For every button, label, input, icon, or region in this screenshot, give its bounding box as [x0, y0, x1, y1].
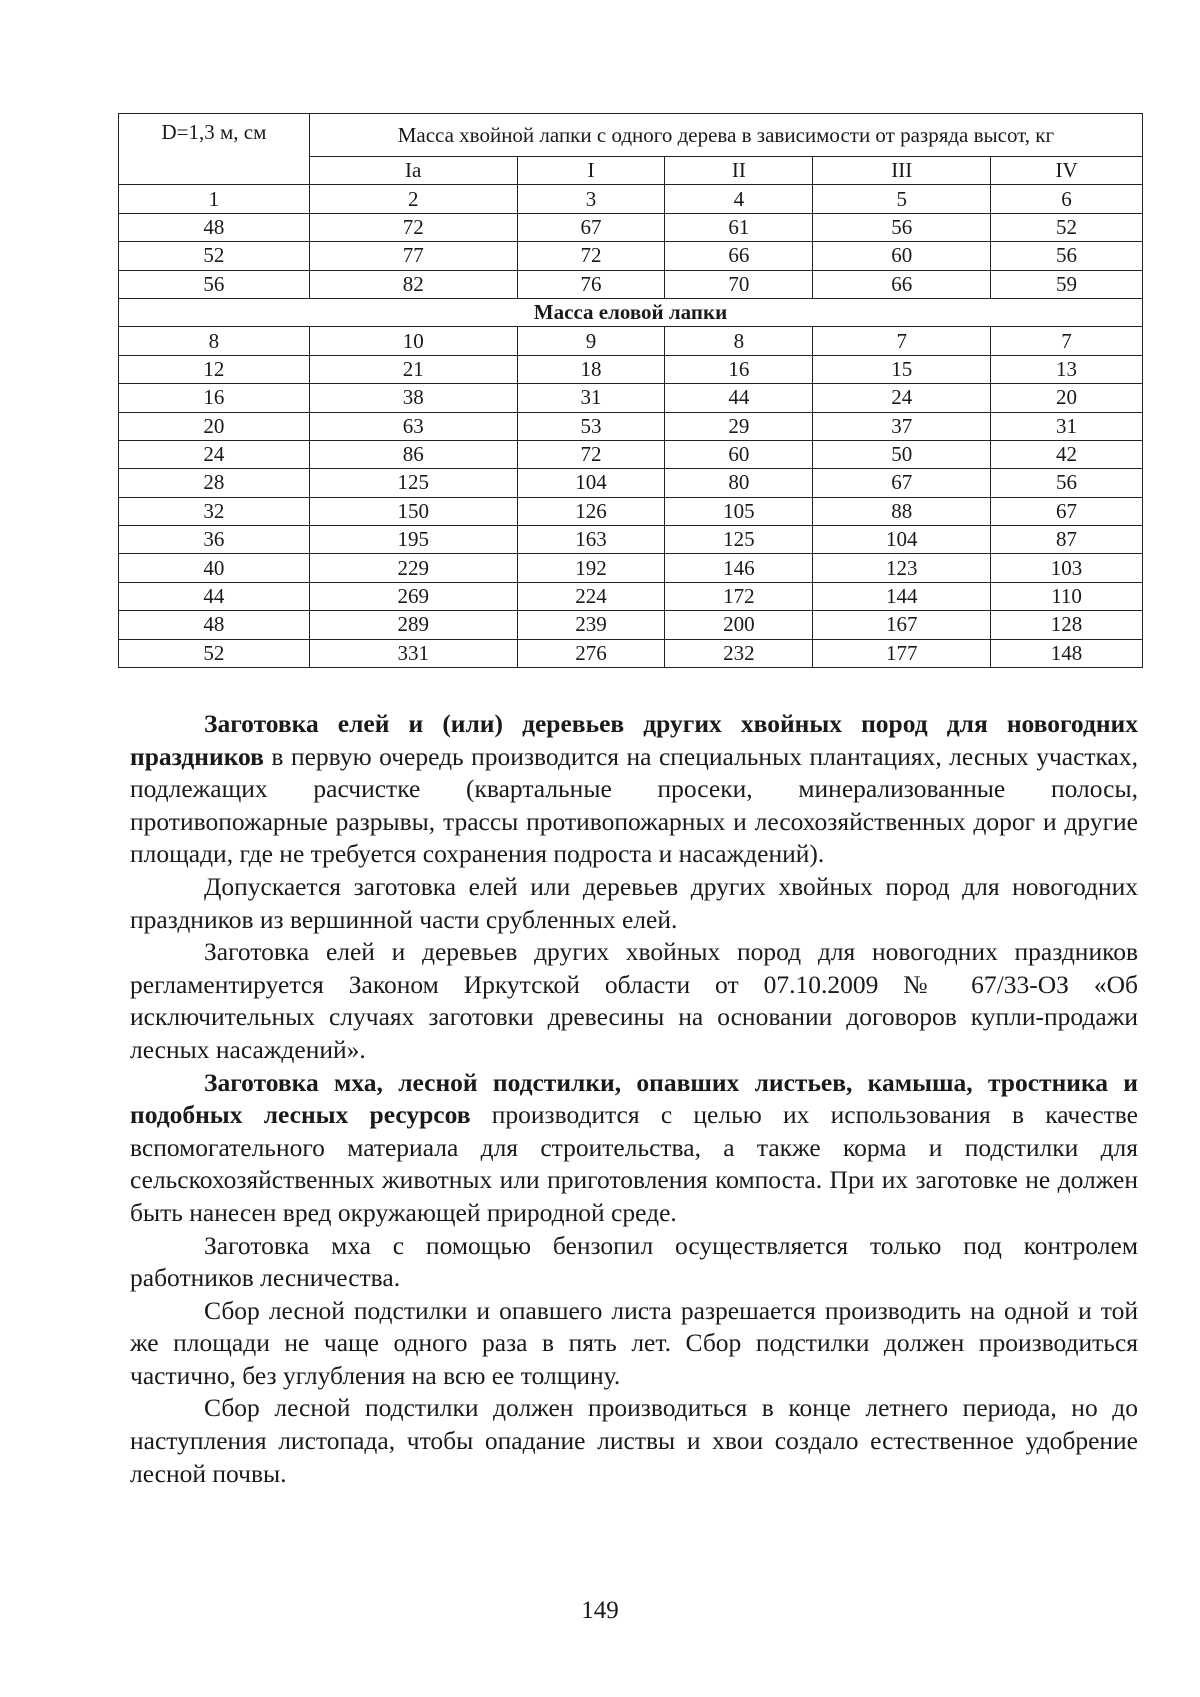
table-row: [119, 242, 1143, 270]
paragraph: [130, 1067, 1138, 1230]
paragraph-text: Сбор лесной подстилки и опавшего листа разрешается производить на одной и той же площади не чаще одного раза в пять лет. Сбор подстилки должен производиться частично, без углубления на всю ее толщину.: [130, 1295, 1138, 1390]
table-cell: 67: [991, 497, 1143, 525]
table-cell: 60: [813, 242, 991, 270]
table-cell: 67: [517, 213, 665, 241]
table-cell: 86: [309, 440, 517, 468]
table-cell: 123: [813, 554, 991, 582]
table-cell: 48: [119, 611, 310, 639]
table-cell: 59: [991, 270, 1143, 298]
height-class-cell: IV: [991, 157, 1143, 185]
paragraph: [130, 936, 1138, 1066]
table-cell: 24: [813, 384, 991, 412]
table-cell: 239: [517, 611, 665, 639]
paragraph-text: Заготовка елей и деревьев других хвойных пород для новогодних праздников регламентируется Законом Иркутской области от 07.10.2009 № 67/33-ОЗ «Об исключительных случаях заготовки древесины на основании договоров купли-продажи лесных насаждений».: [130, 937, 1138, 1064]
paragraph: [130, 1295, 1138, 1393]
table-cell: 172: [665, 582, 813, 610]
table-row: [119, 384, 1143, 412]
paragraph-text: производится с целью их использования в качестве вспомогательного материала для строительства, а также корма и подстилки для сельскохозяйственных животных или приготовления компоста. При их заготовке не должен быть нанесен вред окружающей природной среде.: [130, 1100, 1139, 1227]
table-cell: 125: [665, 526, 813, 554]
column-number-cell: 6: [991, 185, 1143, 213]
table-cell: 66: [665, 242, 813, 270]
table-cell: 56: [119, 270, 310, 298]
table-cell: 70: [665, 270, 813, 298]
table-cell: 88: [813, 497, 991, 525]
table-cell: 60: [665, 440, 813, 468]
table-cell: 110: [991, 582, 1143, 610]
table-row: [119, 611, 1143, 639]
table-cell: 146: [665, 554, 813, 582]
paragraph: [130, 708, 1138, 871]
table-cell: 77: [309, 242, 517, 270]
table-row: [119, 440, 1143, 468]
table-cell: 42: [991, 440, 1143, 468]
table-cell: 20: [119, 412, 310, 440]
paragraph-bold: Заготовка мха, лесной подстилки, опавших листьев, камыша, тростника и подобных лесных ресурсов: [130, 1067, 1138, 1130]
column-number-row: [119, 185, 1143, 213]
table-cell: 29: [665, 412, 813, 440]
section-title: Масса еловой лапки: [119, 298, 1143, 326]
column-number-cell: 1: [119, 185, 310, 213]
table-row: [119, 327, 1143, 355]
table-cell: 148: [991, 639, 1143, 667]
table-cell: 52: [991, 213, 1143, 241]
table-cell: 38: [309, 384, 517, 412]
table-cell: 24: [119, 440, 310, 468]
paragraph: [130, 1392, 1138, 1490]
table-cell: 144: [813, 582, 991, 610]
table-row: [119, 526, 1143, 554]
table-cell: 40: [119, 554, 310, 582]
table-cell: 44: [119, 582, 310, 610]
table-cell: 7: [991, 327, 1143, 355]
table-cell: 80: [665, 469, 813, 497]
table-cell: 82: [309, 270, 517, 298]
table-cell: 167: [813, 611, 991, 639]
table-cell: 104: [813, 526, 991, 554]
table-row: [119, 497, 1143, 525]
table-cell: 16: [119, 384, 310, 412]
table-cell: 56: [991, 469, 1143, 497]
table-cell: 331: [309, 639, 517, 667]
table-cell: 163: [517, 526, 665, 554]
table-cell: 44: [665, 384, 813, 412]
table-cell: 105: [665, 497, 813, 525]
table-cell: 66: [813, 270, 991, 298]
table-cell: 56: [991, 242, 1143, 270]
table-cell: 21: [309, 355, 517, 383]
table-row: [119, 639, 1143, 667]
column-number-cell: 4: [665, 185, 813, 213]
table-row: [119, 355, 1143, 383]
height-class-cell: Ia: [309, 157, 517, 185]
table-row: [119, 270, 1143, 298]
table-cell: 192: [517, 554, 665, 582]
table-cell: 7: [813, 327, 991, 355]
column-number-cell: 5: [813, 185, 991, 213]
table-cell: 16: [665, 355, 813, 383]
table-cell: 269: [309, 582, 517, 610]
column-number-cell: 2: [309, 185, 517, 213]
table-cell: 72: [517, 440, 665, 468]
table-cell: 53: [517, 412, 665, 440]
table-cell: 18: [517, 355, 665, 383]
table-cell: 37: [813, 412, 991, 440]
table-cell: 224: [517, 582, 665, 610]
table-cell: 15: [813, 355, 991, 383]
table-cell: 76: [517, 270, 665, 298]
table-cell: 8: [665, 327, 813, 355]
diameter-header: D=1,3 м, см: [119, 114, 310, 185]
table-row: [119, 554, 1143, 582]
table-cell: 150: [309, 497, 517, 525]
table-cell: 126: [517, 497, 665, 525]
table-cell: 10: [309, 327, 517, 355]
paragraph-text: Сбор лесной подстилки должен производиться в конце летнего периода, но до наступления листопада, чтобы опадание листвы и хвои создало естественное удобрение лесной почвы.: [130, 1393, 1138, 1488]
table-cell: 20: [991, 384, 1143, 412]
height-class-cell: I: [517, 157, 665, 185]
paragraph-text: Заготовка мха с помощью бензопил осуществляется только под контролем работников лесничества.: [130, 1230, 1138, 1293]
body-text: [130, 708, 1138, 1490]
table-cell: 31: [991, 412, 1143, 440]
table-cell: 63: [309, 412, 517, 440]
table-cell: 177: [813, 639, 991, 667]
table-cell: 32: [119, 497, 310, 525]
table-cell: 28: [119, 469, 310, 497]
table-row: [119, 412, 1143, 440]
paragraph-bold: Заготовка елей и (или) деревьев других хвойных пород для новогодних праздников: [130, 709, 1138, 771]
table-cell: 232: [665, 639, 813, 667]
column-number-cell: 3: [517, 185, 665, 213]
height-class-cell: II: [665, 157, 813, 185]
branch-mass-table: [118, 113, 1143, 668]
table-cell: 13: [991, 355, 1143, 383]
table-cell: 36: [119, 526, 310, 554]
table-cell: 103: [991, 554, 1143, 582]
paragraph: [130, 871, 1138, 936]
table-cell: 61: [665, 213, 813, 241]
table-cell: 9: [517, 327, 665, 355]
section-row: [119, 298, 1143, 326]
table-header-row: [119, 114, 1143, 157]
table-cell: 8: [119, 327, 310, 355]
paragraph-text: Допускается заготовка елей или деревьев других хвойных пород для новогодних праздников из вершинной части срубленных елей.: [130, 871, 1138, 934]
table-cell: 200: [665, 611, 813, 639]
table-cell: 195: [309, 526, 517, 554]
table-cell: 104: [517, 469, 665, 497]
table-cell: 72: [517, 242, 665, 270]
table-cell: 56: [813, 213, 991, 241]
table-cell: 50: [813, 440, 991, 468]
table-row: [119, 213, 1143, 241]
table-cell: 72: [309, 213, 517, 241]
table-cell: 87: [991, 526, 1143, 554]
table-cell: 52: [119, 639, 310, 667]
table-cell: 67: [813, 469, 991, 497]
paragraph-text: в первую очередь производится на специальных плантациях, лесных участках, подлежащих расчистке (квартальные просеки, минерализованные полосы, противопожарные разрывы, трассы противопожарных и лесохозяйственных дорог и другие площади, где не требуется сохранения подроста и насаждений).: [130, 741, 1138, 869]
table-cell: 229: [309, 554, 517, 582]
table-cell: 12: [119, 355, 310, 383]
table-cell: 289: [309, 611, 517, 639]
paragraph: [130, 1230, 1138, 1295]
height-class-cell: III: [813, 157, 991, 185]
mass-header: Масса хвойной лапки с одного дерева в зависимости от разряда высот, кг: [309, 114, 1142, 157]
table-cell: 31: [517, 384, 665, 412]
table-cell: 276: [517, 639, 665, 667]
table-cell: 128: [991, 611, 1143, 639]
table-row: [119, 582, 1143, 610]
table-cell: 52: [119, 242, 310, 270]
page-number: 149: [581, 1597, 619, 1624]
table-cell: 48: [119, 213, 310, 241]
table-cell: 125: [309, 469, 517, 497]
table-row: [119, 469, 1143, 497]
